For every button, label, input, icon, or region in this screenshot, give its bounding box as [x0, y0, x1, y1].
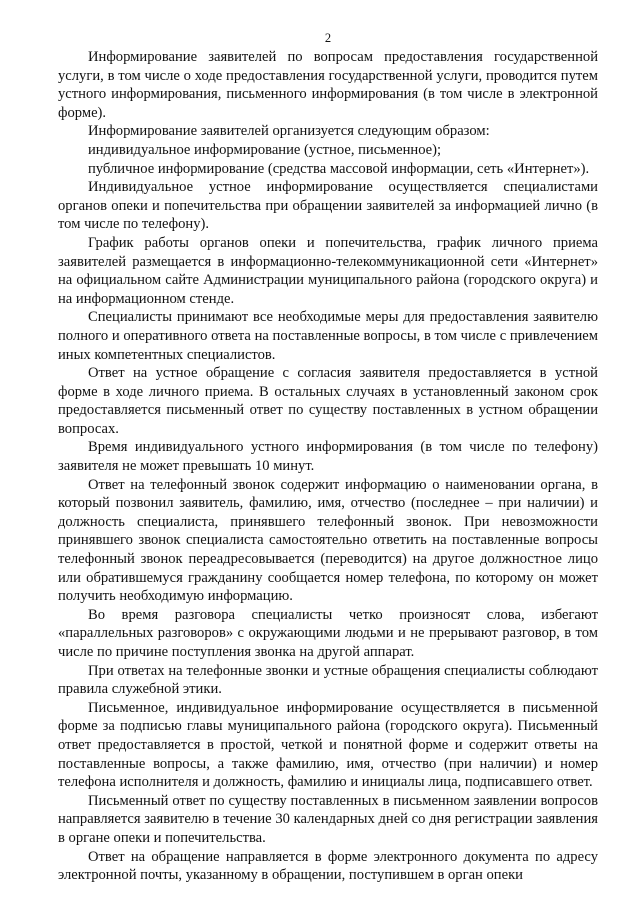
paragraph-electronic-response: Ответ на обращение направляется в форме электронного документа по адресу электронной почты, указанному в обращении, поступившем в орган опеки: [58, 848, 598, 884]
paragraph-written-deadline: Письменный ответ по существу поставленных в письменном заявлении вопросов направляется заявителю в течение 30 календарных дней со дня регистрации заявления в органе опеки и попечительства.: [58, 792, 598, 846]
paragraph-public-informing: публичное информирование (средства массовой информации, сеть «Интернет»).: [88, 160, 590, 177]
paragraph-time-limit: Время индивидуального устного информирования (в том числе по телефону) заявителя не может превышать 10 минут.: [58, 439, 598, 475]
page-number: 2: [324, 31, 332, 45]
paragraph-organization: Информирование заявителей организуется следующим образом:: [88, 123, 490, 140]
paragraph-ethics: При ответах на телефонные звонки и устные обращения специалисты соблюдают правила служебной этики.: [58, 662, 598, 698]
paragraph-conversation-rules: Во время разговора специалисты четко произносят слова, избегают «параллельных разговоров» с окружающими людьми и не прерывают разговор, в том числе по причине поступления звонка на другой аппарат.: [58, 606, 598, 660]
paragraph-specialists-measures: Специалисты принимают все необходимые меры для предоставления заявителю полного и оперативного ответа на поставленные вопросы, в том числе с привлечением иных компетентных специалистов.: [58, 309, 598, 363]
paragraph-oral-response: Ответ на устное обращение с согласия заявителя предоставляется в устной форме в ходе личного приема. В остальных случаях в установленный законом срок предоставляется письменный ответ по существу поставленных в устном обращении вопросах.: [58, 365, 598, 437]
paragraph-oral-informing: Индивидуальное устное информирование осуществляется специалистами органов опеки и попечительства при обращении заявителей за информацией лично (в том числе по телефону).: [58, 179, 598, 233]
paragraph-informing-overview: Информирование заявителей по вопросам предоставления государственной услуги, в том числе о ходе предоставления государственной услуги, проводится путем устного информирования, письменного информирования (в том числе в электронной форме).: [58, 49, 598, 121]
document-page: [58, 30, 598, 885]
paragraph-written-informing: Письменное, индивидуальное информирование осуществляется в письменной форме за подписью главы муниципального района (городского округа). Письменный ответ предоставляется в простой, четкой и понятной форме и содержит ответы на поставленные вопросы, а также фамилию, имя, отчество (при наличии) и номер телефона исполнителя и должность, фамилию и инициалы лица, подписавшего ответ.: [58, 699, 598, 791]
paragraph-work-schedule: График работы органов опеки и попечительства, график личного приема заявителей размещается в информационно-телекоммуникационной сети «Интернет» на официальном сайте Администрации муниципального района (городского округа) и на информационном стенде.: [58, 234, 598, 307]
paragraph-phone-call: Ответ на телефонный звонок содержит информацию о наименовании органа, в который позвонил заявитель, фамилию, имя, отчество (последнее – при наличии) и должность специалиста, принявшего телефонный звонок. При невозможности принявшего звонок специалиста самостоятельно ответить на поставленные вопросы телефонный звонок переадресовывается (переводится) на другое должностное лицо или обратившемуся гражданину сообщается номер телефона, по которому он может получить необходимую информацию.: [58, 476, 598, 605]
paragraph-individual-informing: индивидуальное информирование (устное, письменное);: [88, 141, 442, 158]
